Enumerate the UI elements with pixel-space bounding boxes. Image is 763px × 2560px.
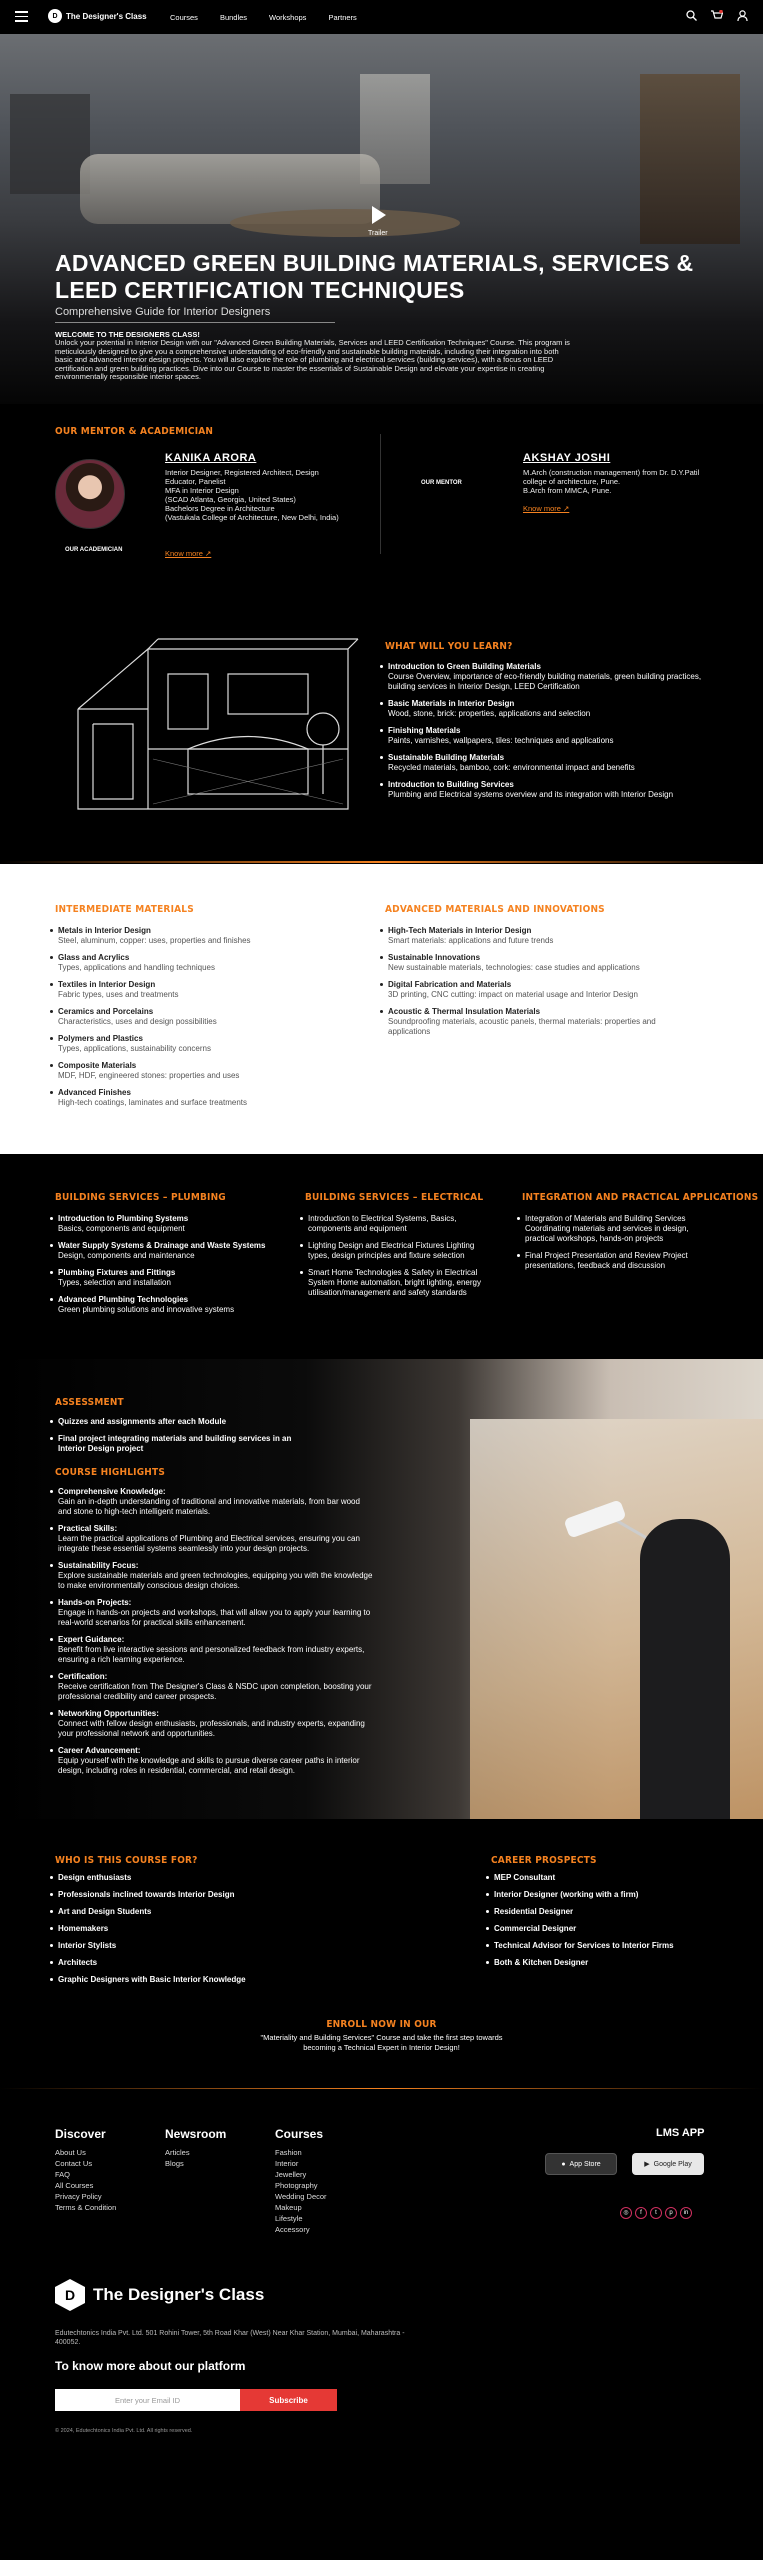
footer-link[interactable]: Contact Us <box>55 2159 93 2168</box>
list-item: Networking Opportunities: Connect with fellow design enthusiasts, professionals, and industry experts, expanding your professional network and opportunities. <box>50 1709 375 1739</box>
footer-link[interactable]: Terms & Condition <box>55 2203 117 2212</box>
academician-line: Interior Designer, Registered Architect, Design Educator, Panelist <box>165 468 319 486</box>
list-item: Smart Home Technologies & Safety in Electrical System Home automation, bright lighting, energy utilisation/management and safety standards <box>300 1268 490 1298</box>
apple-icon: ● <box>561 2160 566 2168</box>
hero-bg-door <box>640 74 740 244</box>
divider <box>380 434 381 554</box>
footer-link[interactable]: About Us <box>55 2148 86 2157</box>
footer-link[interactable]: Privacy Policy <box>55 2192 102 2201</box>
assessment-heading: ASSESSMENT <box>55 1397 124 1408</box>
list-item: Introduction to Green Building Materials Course Overview, importance of eco-friendly building materials, green building practices, building services in Interior Design, LEED Certification <box>380 662 710 692</box>
brand-name: The Designer's Class <box>93 2285 265 2304</box>
nav-link-bundles[interactable]: Bundles <box>219 13 248 22</box>
list-item: Professionals inclined towards Interior Design <box>50 1890 330 1900</box>
nav-link-courses[interactable]: Courses <box>170 13 198 22</box>
list-item: Basic Materials in Interior Design Wood, stone, brick: properties, applications and selection <box>380 699 710 719</box>
list-item: Lighting Design and Electrical Fixtures Lighting types, design principles and fixture selection <box>300 1241 490 1261</box>
nav-link-workshops[interactable]: Workshops <box>269 13 307 22</box>
instagram-icon[interactable]: ◎ <box>620 2207 632 2219</box>
subscribe-button[interactable]: Subscribe <box>240 2389 337 2411</box>
assessment-list <box>50 1417 300 1461</box>
list-item: Design enthusiasts <box>50 1873 330 1883</box>
footer-newsroom <box>165 2127 226 2169</box>
plumbing-heading: BUILDING SERVICES – PLUMBING <box>55 1192 226 1203</box>
nav-link-partners[interactable]: Partners <box>328 13 357 22</box>
email-field[interactable]: Enter your Email ID <box>55 2389 240 2411</box>
list-item: Homemakers <box>50 1924 330 1934</box>
hero-section <box>0 34 763 404</box>
assessment-section <box>0 1359 763 1819</box>
footer-link[interactable]: Wedding Decor <box>275 2192 327 2201</box>
list-item: Integration of Materials and Building Services Coordinating materials and services in design, practical workshops, hands-on projects <box>517 1214 712 1244</box>
academician-caption: OUR ACADEMICIAN <box>65 547 123 553</box>
footer-discover <box>55 2127 116 2213</box>
list-item: Architects <box>50 1958 330 1968</box>
academician-line: (Vastukala College of Architecture, New Delhi, India) <box>165 513 339 522</box>
list-item: Introduction to Building Services Plumbing and Electrical systems overview and its integration with Interior Design <box>380 780 710 800</box>
who-list <box>50 1873 330 1992</box>
nav-icons <box>686 10 748 21</box>
list-item: Metals in Interior Design Steel, aluminum, copper: uses, properties and finishes <box>50 926 340 946</box>
academician-know-more-link[interactable]: Know more ↗ <box>165 549 212 558</box>
linkedin-icon[interactable]: in <box>680 2207 692 2219</box>
list-item: Textiles in Interior Design Fabric types, uses and treatments <box>50 980 340 1000</box>
mentor-heading: OUR MENTOR & ACADEMICIAN <box>55 426 214 437</box>
list-item: Plumbing Fixtures and Fittings Types, selection and installation <box>50 1268 280 1288</box>
divider <box>0 861 763 863</box>
footer-link[interactable]: Makeup <box>275 2203 302 2212</box>
user-icon[interactable] <box>737 10 748 21</box>
platform-heading: To know more about our platform <box>55 2359 246 2373</box>
company-address: Edutechtonics India Pvt. Ltd. 501 Rohini Tower, 5th Road Khar (West) Near Khar Station, Mumbai, Maharashtra - 400052. <box>55 2330 405 2346</box>
electrical-heading: BUILDING SERVICES – ELECTRICAL <box>305 1192 484 1203</box>
list-item: Graphic Designers with Basic Interior Knowledge <box>50 1975 330 1985</box>
footer-link[interactable]: Lifestyle <box>275 2214 303 2223</box>
play-store-icon: ▶ <box>644 2161 650 2168</box>
who-heading: WHO IS THIS COURSE FOR? <box>55 1855 198 1866</box>
copyright: © 2024, Edutechtonics India Pvt. Ltd. All rights reserved. <box>55 2428 193 2434</box>
nav-links <box>170 13 357 22</box>
list-item: Introduction to Electrical Systems, Basics, components and equipment <box>300 1214 490 1234</box>
academician-line: Bachelors Degree in Architecture <box>165 504 275 513</box>
list-item: Finishing Materials Paints, varnishes, wallpapers, tiles: techniques and applications <box>380 726 710 746</box>
list-item: Interior Stylists <box>50 1941 330 1951</box>
divider <box>55 322 335 323</box>
pinterest-icon[interactable]: p <box>665 2207 677 2219</box>
footer-link[interactable]: Photography <box>275 2181 318 2190</box>
footer-link[interactable]: Jewellery <box>275 2170 307 2179</box>
mentor-details <box>523 468 703 495</box>
logo[interactable] <box>48 9 147 23</box>
integration-list <box>517 1214 712 1278</box>
list-item: Ceramics and Porcelains Characteristics, uses and design possibilities <box>50 1007 340 1027</box>
enroll-heading: ENROLL NOW IN OUR <box>326 2019 437 2030</box>
list-item: Interior Designer (working with a firm) <box>486 1890 726 1900</box>
electrical-list <box>300 1214 490 1305</box>
list-item: Glass and Acrylics Types, applications and handling techniques <box>50 953 340 973</box>
list-item: Expert Guidance: Benefit from live interactive sessions and personalized feedback from industry experts, ensuring a rich learning experience. <box>50 1635 375 1665</box>
list-item: Final project integrating materials and building services in an Interior Design project <box>50 1434 300 1454</box>
facebook-icon[interactable]: f <box>635 2207 647 2219</box>
cart-icon[interactable] <box>711 10 723 21</box>
list-item: Commercial Designer <box>486 1924 726 1934</box>
lms-app-heading: LMS APP <box>656 2127 705 2139</box>
academician-details <box>165 468 350 522</box>
list-item: MEP Consultant <box>486 1873 726 1883</box>
list-item: Polymers and Plastics Types, applications, sustainability concerns <box>50 1034 340 1054</box>
mentor-know-more-link[interactable]: Know more ↗ <box>523 504 570 513</box>
list-item: Advanced Finishes High-tech coatings, laminates and surface treatments <box>50 1088 340 1108</box>
logo-text: The Designer's Class <box>66 11 147 21</box>
academician-name: KANIKA ARORA <box>165 452 257 464</box>
list-item: Final Project Presentation and Review Project presentations, feedback and discussion <box>517 1251 712 1271</box>
list-item: High-Tech Materials in Interior Design Smart materials: applications and future trends <box>380 926 700 946</box>
mentor-line: M.Arch (construction management) from Dr. D.Y.Patil college of architecture, Pune. <box>523 468 700 486</box>
page-subtitle: Comprehensive Guide for Interior Designers <box>55 306 271 318</box>
footer-link[interactable]: Blogs <box>165 2159 184 2168</box>
footer-heading: Newsroom <box>165 2127 227 2141</box>
list-item: Both & Kitchen Designer <box>486 1958 726 1968</box>
list-item: Comprehensive Knowledge: Gain an in-depth understanding of traditional and innovative materials, from bar wood and stone to high-tech intelligent materials. <box>50 1487 375 1517</box>
avatar <box>55 459 125 529</box>
navbar <box>0 0 763 34</box>
house-sketch-illustration <box>58 629 363 829</box>
footer-logo[interactable] <box>55 2279 264 2311</box>
list-item: Sustainability Focus: Explore sustainable materials and green technologies, equipping you with the knowledge to make environmentally conscious design choices. <box>50 1561 375 1591</box>
footer-link[interactable]: Articles <box>165 2148 190 2157</box>
enroll-text: "Materiality and Building Services" Course and take the first step towards becoming a Technical Expert in Interior Design! <box>260 2033 503 2052</box>
list-item: Hands-on Projects: Engage in hands-on projects and workshops, that will allow you to apply your learning to real-world scenarios for practical skills enhancement. <box>50 1598 375 1628</box>
list-item: Quizzes and assignments after each Module <box>50 1417 300 1427</box>
advanced-heading: ADVANCED MATERIALS AND INNOVATIONS <box>385 904 605 915</box>
page-title: ADVANCED GREEN BUILDING MATERIALS, SERVICES & LEED CERTIFICATION TECHNIQUES <box>55 250 694 303</box>
learn-section <box>0 584 763 864</box>
google-play-label: Google Play <box>653 2160 692 2168</box>
learn-heading: WHAT WILL YOU LEARN? <box>385 641 513 652</box>
list-item: Residential Designer <box>486 1907 726 1917</box>
menu-icon[interactable] <box>15 11 28 21</box>
social-links <box>620 2201 695 2219</box>
play-icon[interactable] <box>372 206 386 224</box>
list-item: Acoustic & Thermal Insulation Materials Soundproofing materials, acoustic panels, thermal materials: properties and applications <box>380 1007 700 1037</box>
footer-link[interactable]: Accessory <box>275 2225 310 2234</box>
mentor-section <box>0 404 763 584</box>
enroll-block <box>0 2019 763 2053</box>
logo-mark-icon: D <box>48 9 62 23</box>
list-item: Technical Advisor for Services to Interior Firms <box>486 1941 726 1951</box>
materials-section <box>0 864 763 1154</box>
footer-link[interactable]: Fashion <box>275 2148 302 2157</box>
careers-list <box>486 1873 726 1975</box>
svg-text:D: D <box>64 2287 76 2303</box>
academician-line: MFA in Interior Design <box>165 486 239 495</box>
intermediate-list <box>50 926 340 1115</box>
advanced-list <box>380 926 700 1044</box>
careers-heading: CAREER PROSPECTS <box>491 1855 597 1866</box>
footer-link[interactable]: All Courses <box>55 2181 94 2190</box>
learn-list <box>380 662 710 807</box>
list-item: Practical Skills: Learn the practical applications of Plumbing and Electrical services, ensuring you can integrate these essential systems seamlessly into your design projects. <box>50 1524 375 1554</box>
list-item: Composite Materials MDF, HDF, engineered stones: properties and uses <box>50 1061 340 1081</box>
intermediate-heading: INTERMEDIATE MATERIALS <box>55 904 194 915</box>
academician-line: (SCAD Atlanta, Georgia, United States) <box>165 495 296 504</box>
welcome-text: WELCOME TO THE DESIGNERS CLASS! <box>55 330 200 339</box>
list-item: Sustainable Building Materials Recycled materials, bamboo, cork: environmental impact and benefits <box>380 753 710 773</box>
building-services-section <box>0 1154 763 1359</box>
plumbing-list <box>50 1214 280 1322</box>
list-item: Certification: Receive certification from The Designer's Class & NSDC upon completion, boosting your professional credibility and career prospects. <box>50 1672 375 1702</box>
course-description: Unlock your potential in Interior Design with our "Advanced Green Building Materials, Services and LEED Certification Techniques" Course. This program is meticulously designed to give you a comprehensive understanding of eco-friendly and sustainable building materials, including their integration into both basic and advanced interior design projects. You will also explore the role of plumbing and electrical services (building services), with a focus on LEED certification and green building practices. Dive into our Course to master the essentials of Sustainable Design and elevate your expertise in creating environmentally responsible interior spaces. <box>55 338 570 382</box>
footer <box>0 2089 763 2560</box>
search-icon[interactable] <box>686 10 697 21</box>
list-item: Introduction to Plumbing Systems Basics, components and equipment <box>50 1214 280 1234</box>
audience-section <box>0 1819 763 2089</box>
trailer-label[interactable]: Trailer <box>368 230 388 237</box>
hero-bg-table <box>230 209 460 237</box>
footer-heading: Discover <box>55 2127 106 2141</box>
list-item: Art and Design Students <box>50 1907 330 1917</box>
mentor-caption: OUR MENTOR <box>421 480 462 486</box>
list-item: Career Advancement: Equip yourself with the knowledge and skills to pursue diverse career paths in interior design, including roles in residential, commercial, and retail design. <box>50 1746 375 1776</box>
hero-bg-shelf <box>10 94 90 194</box>
google-play-button[interactable] <box>632 2153 704 2175</box>
footer-heading: Courses <box>275 2127 324 2141</box>
mentor-name: AKSHAY JOSHI <box>523 452 611 464</box>
brand-logo-icon <box>55 2279 85 2311</box>
twitter-icon[interactable]: t <box>650 2207 662 2219</box>
highlights-heading: COURSE HIGHLIGHTS <box>55 1467 166 1478</box>
list-item: Water Supply Systems & Drainage and Waste Systems Design, components and maintenance <box>50 1241 280 1261</box>
painter-image <box>640 1519 730 1819</box>
list-item: Digital Fabrication and Materials 3D printing, CNC cutting: impact on material usage and Interior Design <box>380 980 700 1000</box>
integration-heading: INTEGRATION AND PRACTICAL APPLICATIONS <box>522 1192 759 1203</box>
footer-courses <box>275 2127 327 2235</box>
app-store-label: App Store <box>569 2160 601 2168</box>
list-item: Sustainable Innovations New sustainable materials, technologies: case studies and applications <box>380 953 700 973</box>
app-store-button[interactable] <box>545 2153 617 2175</box>
highlights-list <box>50 1487 375 1783</box>
footer-link[interactable]: FAQ <box>55 2170 71 2179</box>
mentor-line: B.Arch from MMCA, Pune. <box>523 486 612 495</box>
list-item: Advanced Plumbing Technologies Green plumbing solutions and innovative systems <box>50 1295 280 1315</box>
footer-link[interactable]: Interior <box>275 2159 299 2168</box>
